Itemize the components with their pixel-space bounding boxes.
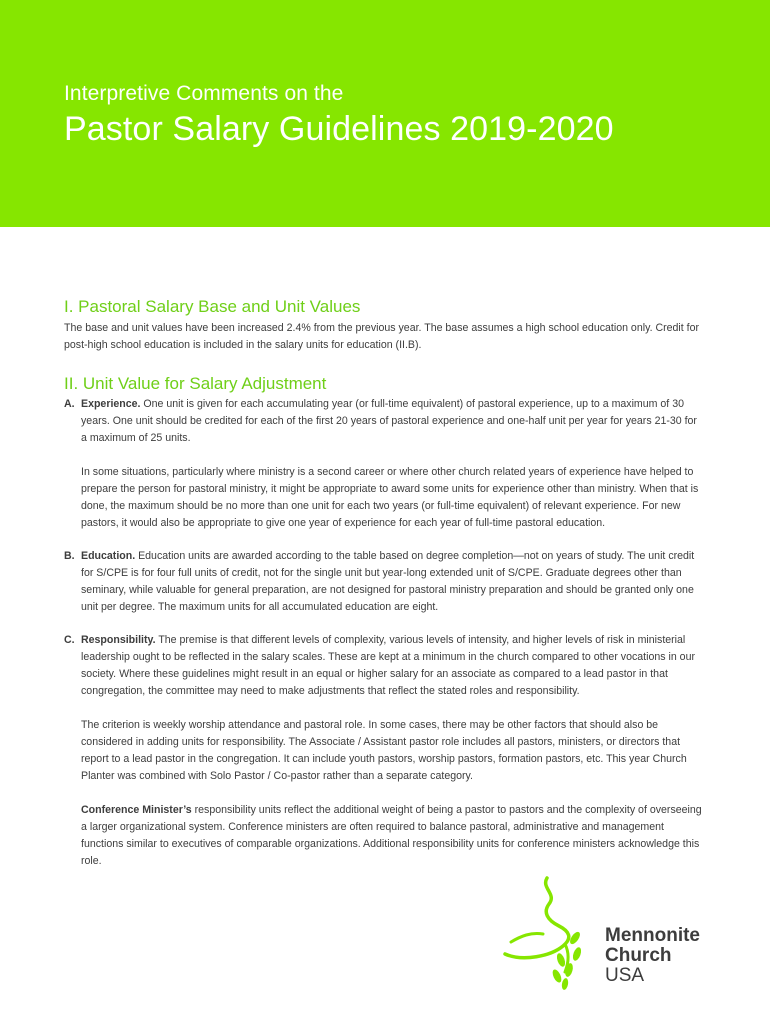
item-text: The premise is that different levels of complexity, various levels of intensity, and higher levels of risk in ministerial leadership ought to be reflected in the salary scales. These are kept at a minimum in the church compared to other vocations in our society. Where these guidelines might result in an equal or higher salary for an associate as compared to a lead pastor in that congregation, the committee may need to make adjustments that reflect the stated roles and responsibility. xyxy=(81,634,695,697)
document-body xyxy=(64,296,704,870)
logo-word: Church xyxy=(605,945,672,966)
section-heading: II. Unit Value for Salary Adjustment xyxy=(64,374,327,393)
logo-word: Mennonite xyxy=(605,925,700,946)
item-text: responsibility units reflect the additional weight of being a pastor to pastors and the complexity of overseeing a larger organizational system. Conference ministers are often required to balance pastoral, administrative and management functions similar to executives of comparable organizations. Additional responsibility units for conference ministers acknowledge this role. xyxy=(81,804,702,867)
section-unit-value-adjustment xyxy=(64,373,704,870)
item-lead: Experience. xyxy=(81,398,141,410)
item-lead: Conference Minister’s xyxy=(81,804,192,816)
item-lead: Education. xyxy=(81,550,136,562)
item-paragraph xyxy=(81,396,704,447)
section-heading: I. Pastoral Salary Base and Unit Values xyxy=(64,297,361,316)
item-text: One unit is given for each accumulating year (or full-time equivalent) of pastoral experience, up to a maximum of 30 years. One unit should be credited for each of the first 20 years of pastoral experience and one-half unit per year for years 21-30 for a maximum of 25 units. xyxy=(81,398,697,444)
item-paragraph: In some situations, particularly where ministry is a second career or where other church related years of experience have helped to prepare the person for pastoral ministry, it might be appropriate to award some units for experience other than ministry. When that is done, the maximum should be no more than one unit for each two years (or full-time equivalent) of relevant experience. For new pastors, it would also be appropriate to give one year of experience for each year of full-time pastoral education. xyxy=(81,466,699,529)
document-subtitle: Interpretive Comments on the xyxy=(64,82,344,105)
list-item-education xyxy=(64,548,704,616)
dove-branch-icon xyxy=(503,876,603,990)
list-marker: B. xyxy=(64,550,75,562)
logo-word: USA xyxy=(605,965,645,986)
section-paragraph: The base and unit values have been increased 2.4% from the previous year. The base assumes a high school education only. Credit for post-high school education is included in the salary units for education (II.B). xyxy=(64,322,700,351)
list-item-responsibility xyxy=(64,632,704,870)
item-paragraph xyxy=(81,802,704,870)
list-marker: C. xyxy=(64,634,75,646)
item-paragraph xyxy=(81,548,704,616)
list-marker: A. xyxy=(64,398,75,410)
item-lead: Responsibility. xyxy=(81,634,156,646)
list-item-experience xyxy=(64,396,704,532)
logo-wordmark xyxy=(605,926,700,986)
document-title: Pastor Salary Guidelines 2019-2020 xyxy=(64,110,614,148)
item-text: Education units are awarded according to the table based on degree completion—not on years of study. The unit credit for S/CPE is for four full units of credit, not for the single unit but year-long extended unit of S/CPE. Graduate degrees other than seminary, while valuable for general preparation, are not designed for pastoral ministry preparation and should be granted only one unit per degree. The maximum units for all accumulated education are eight. xyxy=(81,550,695,613)
title-banner xyxy=(0,0,770,227)
mennonite-church-usa-logo xyxy=(503,876,713,990)
item-paragraph: The criterion is weekly worship attendance and pastoral role. In some cases, there may be other factors that should also be considered in adding units for responsibility. The Associate / Assistant pastor role includes all pastors, ministers, or directors that report to a lead pastor in the congregation. It can include youth pastors, worship pastors, formation pastors, etc. This year Church Planter was combined with Solo Pastor / Co-pastor rather than a separate category. xyxy=(81,719,687,782)
item-paragraph xyxy=(81,632,704,700)
section-base-unit-values xyxy=(64,296,704,354)
